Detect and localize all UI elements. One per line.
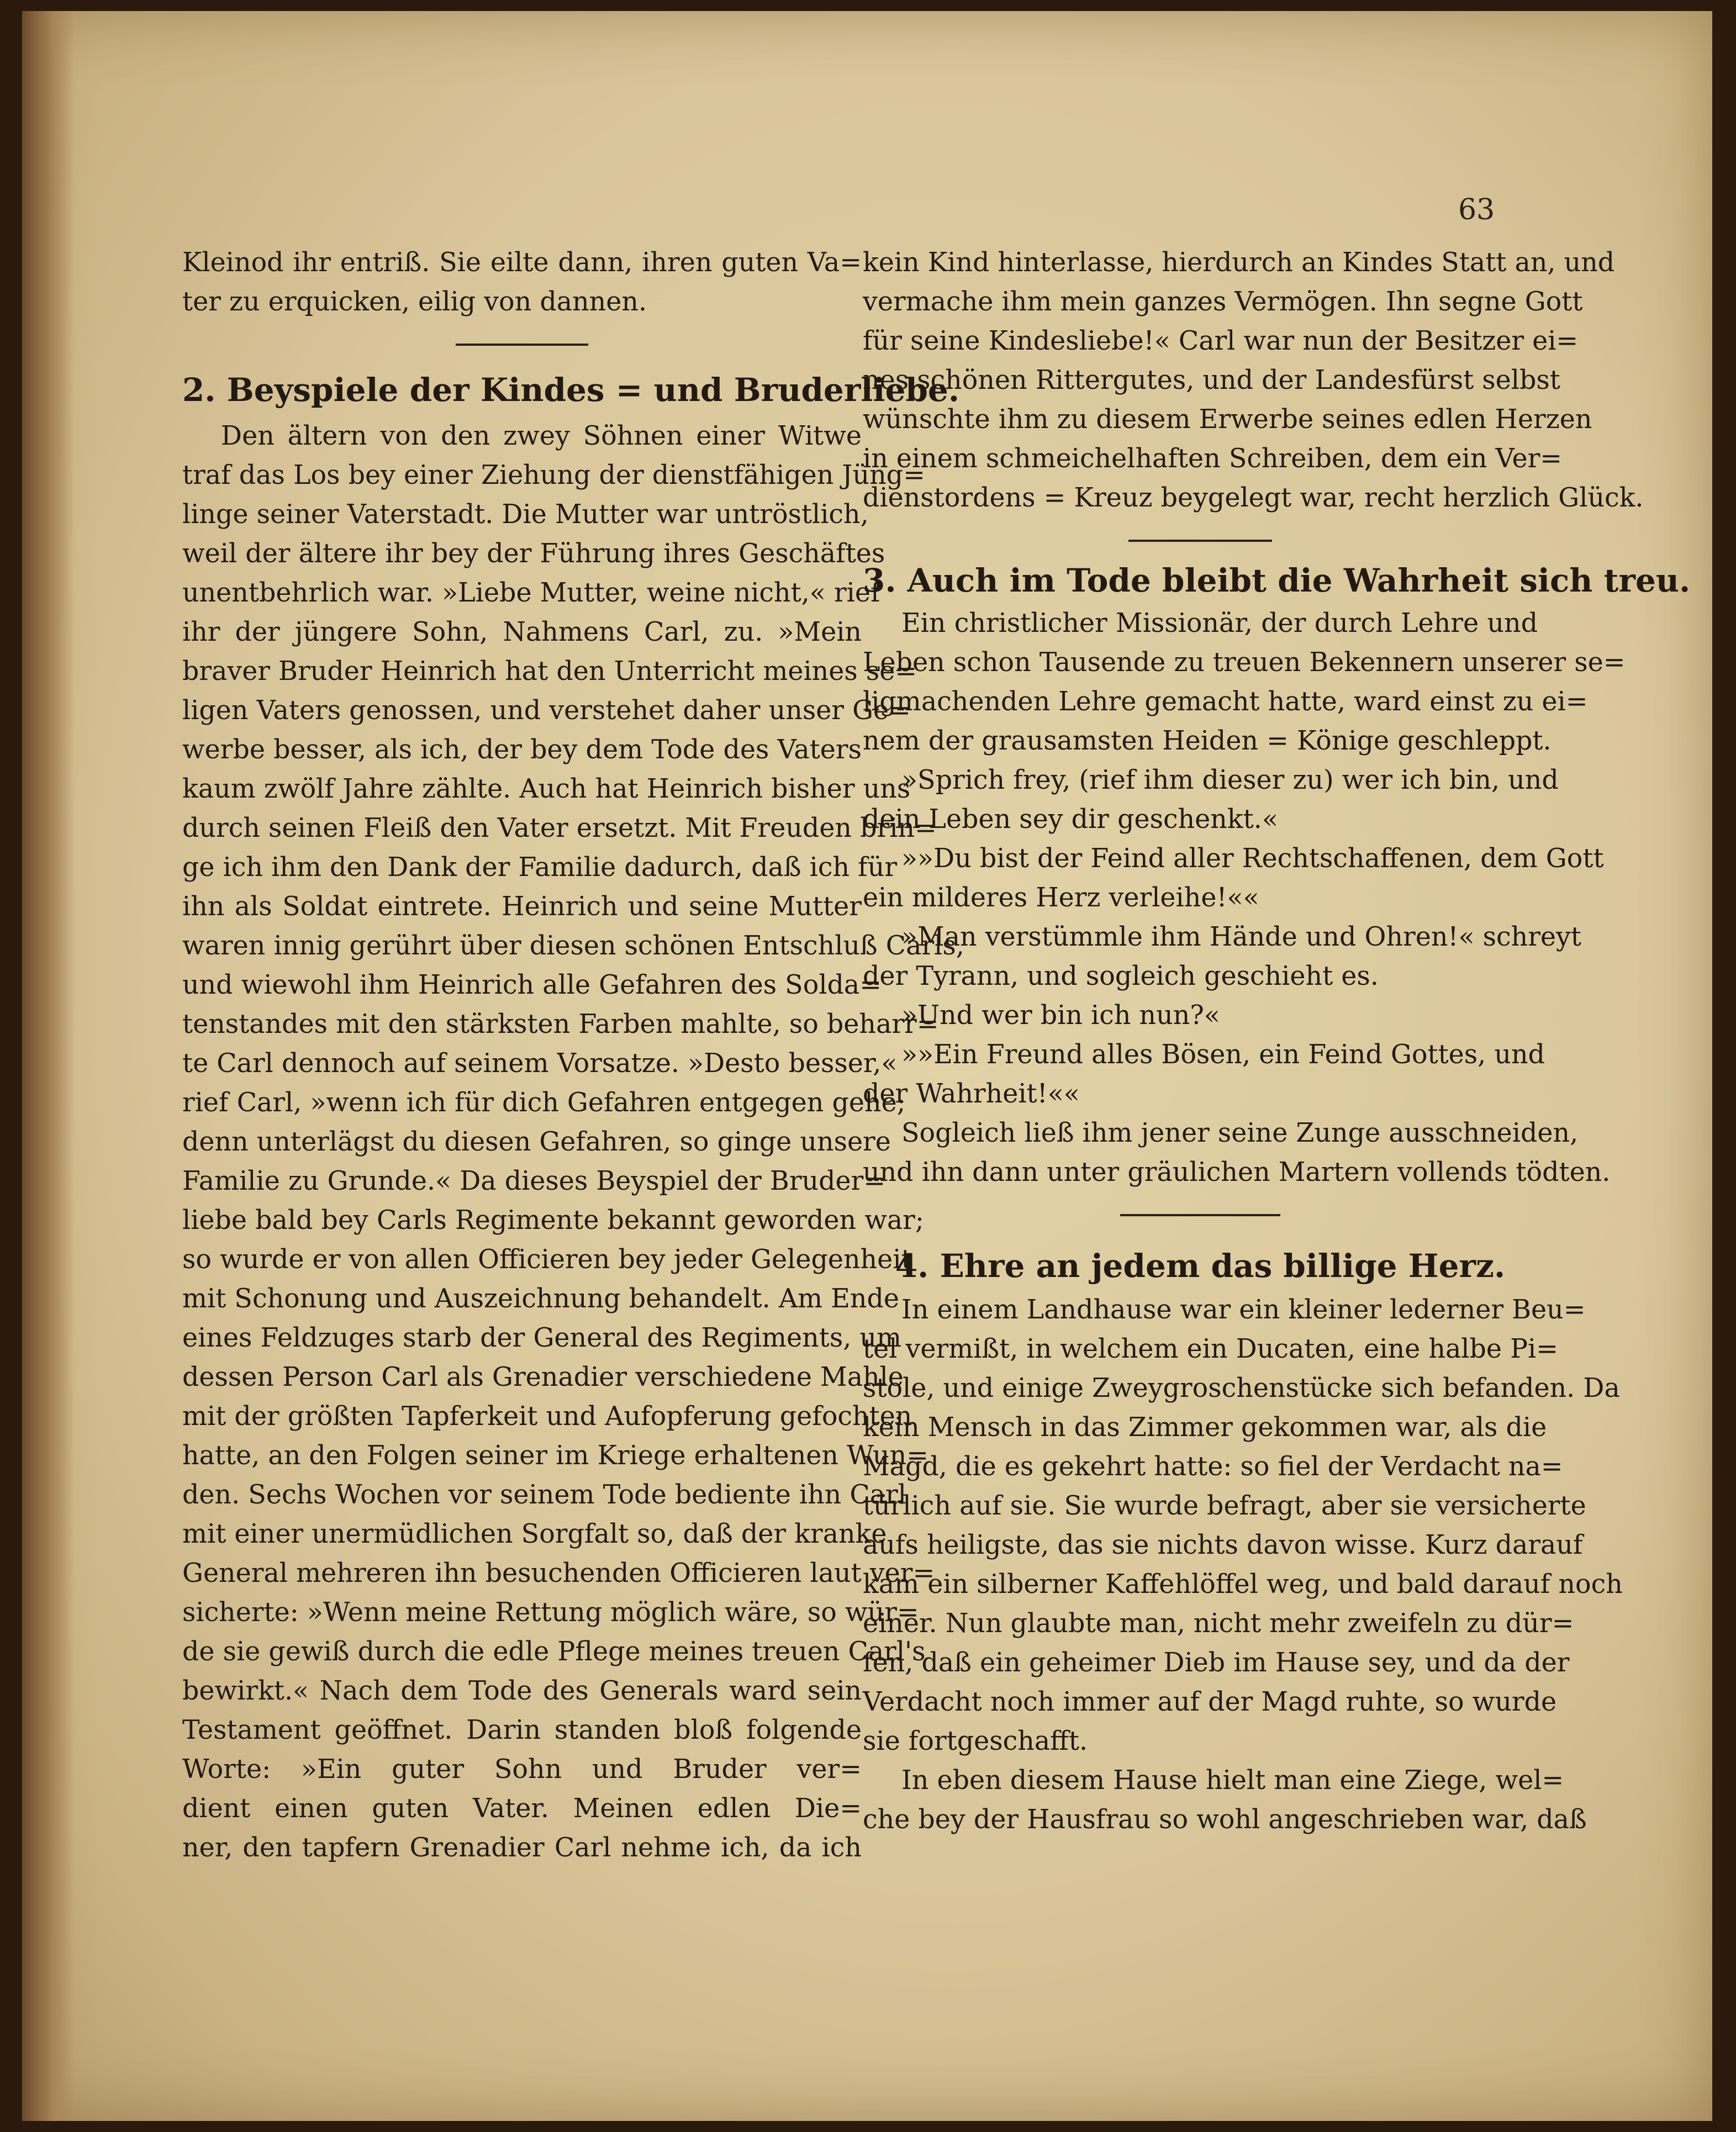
text-line: und ihn dann unter gräulichen Martern vollends tödten. bbox=[863, 1157, 1611, 1188]
text-line: liebe bald bey Carls Regimente bekannt geworden war; bbox=[182, 1205, 924, 1236]
text-line: traf das Los bey einer Ziehung der dienstfähigen Jüng= bbox=[182, 460, 925, 490]
text-line: kaum zwölf Jahre zählte. Auch hat Heinrich bisher uns bbox=[182, 774, 911, 804]
page-number: 63 bbox=[1458, 193, 1495, 226]
section-heading: 3. Auch im Tode bleibt die Wahrheit sich treu. bbox=[863, 562, 1691, 599]
left-column bbox=[182, 243, 964, 1867]
text-line: unentbehrlich war. »Liebe Mutter, weine nicht,« rief bbox=[182, 578, 880, 608]
section-heading: 4. Ehre an jedem das billige Herz. bbox=[895, 1247, 1506, 1285]
text-line: Verdacht noch immer auf der Magd ruhte, so wurde bbox=[863, 1687, 1557, 1717]
text-line: mit Schonung und Auszeichnung behandelt. Am Ende bbox=[182, 1284, 900, 1314]
text-line: »»Ein Freund alles Bösen, ein Feind Gottes, und bbox=[901, 1039, 1545, 1070]
section-body bbox=[863, 604, 1626, 1192]
section-body bbox=[863, 243, 1644, 518]
text-line: rief Carl, »wenn ich für dich Gefahren entgegen gehe; bbox=[182, 1088, 906, 1118]
text-line: Ein christlicher Missionär, der durch Lehre und bbox=[901, 608, 1538, 638]
text-line: che bey der Hausfrau so wohl angeschrieben war, daß bbox=[863, 1804, 1587, 1835]
text-line: den. Sechs Wochen vor seinem Tode bediente ihn Carl bbox=[182, 1480, 906, 1510]
text-line: hatte, an den Folgen seiner im Kriege erhaltenen Wun= bbox=[182, 1440, 928, 1471]
text-line: In einem Landhause war ein kleiner lederner Beu= bbox=[901, 1295, 1586, 1325]
text-line: de sie gewiß durch die edle Pflege meines treuen Carl's bbox=[182, 1637, 926, 1667]
text-line: ge ich ihm den Dank der Familie dadurch, daß ich für bbox=[182, 852, 898, 883]
text-line: dein Leben sey dir geschenkt.« bbox=[863, 804, 1278, 835]
text-line: dient einen guten Vater. Meinen edlen Die= bbox=[182, 1793, 862, 1824]
text-line: in einem schmeichelhaften Schreiben, dem ein Ver= bbox=[863, 444, 1563, 474]
text-line: wünschte ihm zu diesem Erwerbe seines edlen Herzen bbox=[863, 404, 1592, 435]
text-line: kam ein silberner Kaffehlöffel weg, und bald darauf noch bbox=[863, 1569, 1623, 1600]
text-line: ter zu erquicken, eilig von dannen. bbox=[182, 287, 647, 317]
text-line: In eben diesem Hause hielt man eine Ziege, wel= bbox=[901, 1765, 1564, 1796]
text-line: braver Bruder Heinrich hat den Unterricht meines se= bbox=[182, 656, 917, 687]
text-line: ligmachenden Lehre gemacht hatte, ward einst zu ei= bbox=[863, 687, 1588, 717]
page-gutter bbox=[22, 11, 75, 2121]
text-line: tenstandes mit den stärksten Farben mahlte, so beharr= bbox=[182, 1009, 939, 1039]
text-line: »Und wer bin ich nun?« bbox=[901, 1000, 1220, 1031]
text-line: der Tyrann, und sogleich geschieht es. bbox=[863, 961, 1379, 991]
text-line: dessen Person Carl als Grenadier verschiedene Mahle bbox=[182, 1362, 904, 1392]
text-line: sie fortgeschafft. bbox=[863, 1726, 1088, 1756]
section-body bbox=[863, 1290, 1623, 1839]
text-line: stole, und einige Zweygroschenstücke sich befanden. Da bbox=[863, 1373, 1620, 1403]
text-line: einer. Nun glaubte man, nicht mehr zweifeln zu dür= bbox=[863, 1608, 1574, 1639]
text-line: und wiewohl ihm Heinrich alle Gefahren des Solda= bbox=[182, 970, 882, 1000]
text-line: tel vermißt, in welchem ein Ducaten, eine halbe Pi= bbox=[863, 1334, 1559, 1364]
text-line: ein milderes Herz verleihe!«« bbox=[863, 883, 1259, 913]
text-line: werbe besser, als ich, der bey dem Tode des Vaters bbox=[182, 735, 862, 765]
text-line: Worte: »Ein guter Sohn und Bruder ver= bbox=[182, 1754, 862, 1785]
text-line: bewirkt.« Nach dem Tode des Generals ward sein bbox=[182, 1676, 862, 1706]
text-line: mit der größten Tapferkeit und Aufopferung gefochten bbox=[182, 1401, 912, 1432]
text-line: linge seiner Vaterstadt. Die Mutter war untröstlich, bbox=[182, 499, 869, 530]
text-line: aufs heiligste, das sie nichts davon wisse. Kurz darauf bbox=[863, 1530, 1583, 1560]
text-line: »Man verstümmle ihm Hände und Ohren!« schreyt bbox=[901, 922, 1581, 952]
section-body bbox=[182, 416, 964, 1867]
text-line: Magd, die es gekehrt hatte: so fiel der Verdacht na= bbox=[863, 1452, 1563, 1482]
text-line: ner, den tapfern Grenadier Carl nehme ich, da ich bbox=[182, 1833, 862, 1863]
text-line: kein Mensch in das Zimmer gekommen war, als die bbox=[863, 1412, 1547, 1443]
text-line: Testament geöffnet. Darin standen bloß folgende bbox=[182, 1715, 862, 1745]
text-line: weil der ältere ihr bey der Führung ihres Geschäftes bbox=[182, 539, 885, 569]
text-line: der Wahrheit!«« bbox=[863, 1079, 1080, 1109]
text-line: eines Feldzuges starb der General des Regiments, um bbox=[182, 1323, 902, 1353]
text-line: denn unterlägst du diesen Gefahren, so ginge unsere bbox=[182, 1127, 891, 1157]
book-page bbox=[22, 11, 1712, 2121]
text-line: waren innig gerührt über diesen schönen Entschluß Carls, bbox=[182, 931, 964, 961]
text-line: ligen Vaters genossen, und verstehet daher unser Ge= bbox=[182, 695, 911, 726]
text-line: kein Kind hinterlasse, hierdurch an Kindes Statt an, und bbox=[863, 247, 1615, 278]
text-line: Sogleich ließ ihm jener seine Zunge ausschneiden, bbox=[901, 1118, 1579, 1148]
text-line: vermache ihm mein ganzes Vermögen. Ihn segne Gott bbox=[863, 287, 1583, 317]
text-line: sicherte: »Wenn meine Rettung möglich wäre, so wür= bbox=[182, 1597, 919, 1628]
text-line: Kleinod ihr entriß. Sie eilte dann, ihren guten Va= bbox=[182, 247, 862, 278]
text-line: »Sprich frey, (rief ihm dieser zu) wer ich bin, und bbox=[901, 765, 1559, 795]
text-line: mit einer unermüdlichen Sorgfalt so, daß der kranke bbox=[182, 1519, 887, 1549]
text-line: »»Du bist der Feind aller Rechtschaffenen, dem Gott bbox=[901, 843, 1604, 874]
text-line: Leben schon Tausende zu treuen Bekennern unserer se= bbox=[863, 647, 1626, 678]
text-line: nes schönen Rittergutes, und der Landesfürst selbst bbox=[863, 365, 1560, 395]
text-line: durch seinen Fleiß den Vater ersetzt. Mit Freuden brin= bbox=[182, 813, 937, 843]
text-line: ihn als Soldat eintrete. Heinrich und seine Mutter bbox=[182, 891, 862, 922]
section-heading: 2. Beyspiele der Kindes = und Bruderliebe. bbox=[182, 371, 960, 409]
text-line: fen, daß ein geheimer Dieb im Hause sey, und da der bbox=[863, 1648, 1570, 1678]
text-line: so wurde er von allen Officieren bey jeder Gelegenheit bbox=[182, 1244, 912, 1275]
text-line: dienstordens = Kreuz beygelegt war, recht herzlich Glück. bbox=[863, 483, 1644, 513]
text-line: Familie zu Grunde.« Da dieses Beyspiel der Bruder= bbox=[182, 1166, 886, 1196]
text-line: nem der grausamsten Heiden = Könige geschleppt. bbox=[863, 726, 1552, 756]
text-line: ihr der jüngere Sohn, Nahmens Carl, zu. »Mein bbox=[182, 617, 862, 647]
text-line: General mehreren ihn besuchenden Officieren laut ver= bbox=[182, 1558, 935, 1589]
text-line: te Carl dennoch auf seinem Vorsatze. »Desto besser,« bbox=[182, 1048, 898, 1079]
right-column bbox=[863, 243, 1691, 1839]
text-line: Den ältern von den zwey Söhnen einer Witwe bbox=[221, 421, 862, 451]
text-line: türlich auf sie. Sie wurde befragt, aber sie versicherte bbox=[863, 1491, 1586, 1521]
text-line: für seine Kindesliebe!« Carl war nun der Besitzer ei= bbox=[863, 326, 1579, 356]
